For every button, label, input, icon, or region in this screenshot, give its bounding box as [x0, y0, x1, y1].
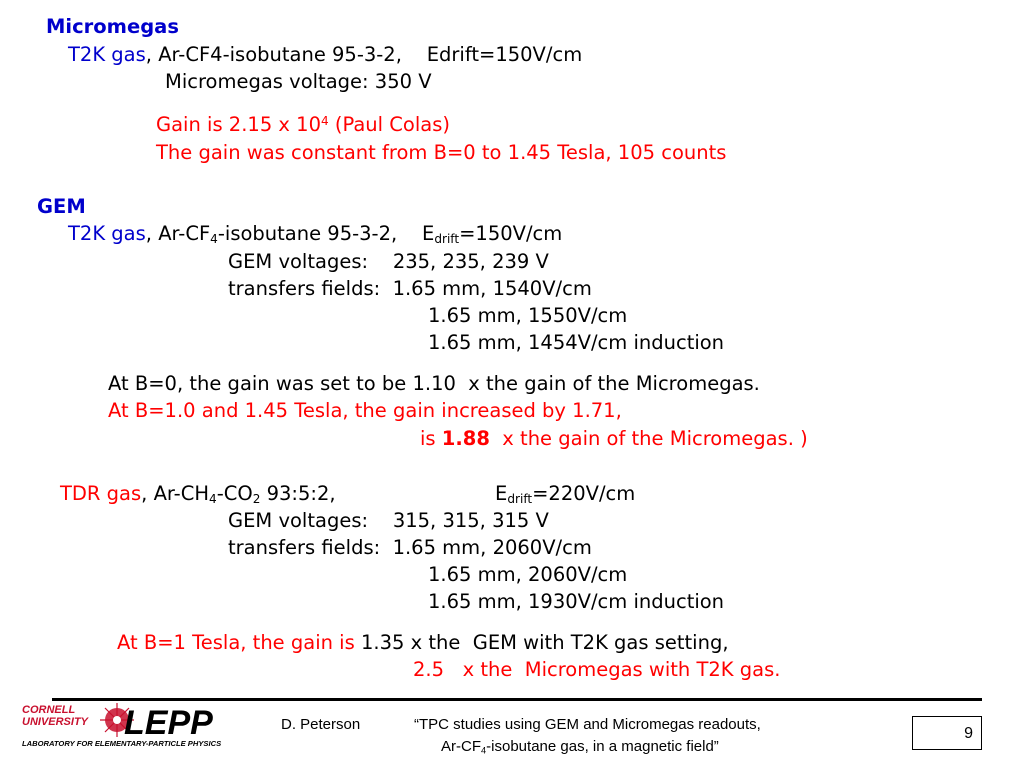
tdr-fields-1: transfers fields: 1.65 mm, 2060V/cm [228, 536, 592, 559]
micromegas-voltage: Micromegas voltage: 350 V [165, 70, 432, 93]
tdr-result-prefix: At B=1 Tesla, the gain is [117, 631, 361, 654]
gem-fields-2: 1.65 mm, 1550V/cm [428, 304, 628, 327]
micromegas-gas-name: T2K gas [68, 43, 146, 66]
gem-ratio-prefix: is [420, 427, 442, 450]
micromegas-gain-exponent: 4 [320, 113, 329, 128]
gem-voltages: GEM voltages: 235, 235, 239 V [228, 250, 549, 273]
gem-b0-line: At B=0, the gain was set to be 1.10 x the gain of the Micromegas. [108, 372, 760, 395]
gem-b1-line: At B=1.0 and 1.45 Tesla, the gain increased by 1.71, [108, 399, 622, 422]
micromegas-heading: Micromegas [46, 15, 179, 38]
footer-title-subscript: 4 [481, 745, 487, 756]
gem-fields-1: transfers fields: 1.65 mm, 1540V/cm [228, 277, 592, 300]
footer-title-1: “TPC studies using GEM and Micromegas readouts, [414, 716, 761, 733]
tdr-result-line [117, 633, 729, 653]
micromegas-constant: The gain was constant from B=0 to 1.45 Tesla, 105 counts [156, 141, 727, 164]
gem-gas-line [68, 222, 563, 247]
tdr-gas-name: TDR gas [60, 482, 142, 505]
footer-title-2 [441, 739, 719, 754]
tdr-gas-text: , Ar-CH [141, 482, 209, 505]
footer-title-gas: Ar-CF [441, 738, 481, 755]
tdr-voltages: GEM voltages: 315, 315, 315 V [228, 509, 549, 532]
tdr-result-gem: 1.35 x the GEM with T2K gas setting, [360, 631, 729, 654]
gem-fields-3: 1.65 mm, 1454V/cm induction [428, 331, 725, 354]
tdr-fields-2: 1.65 mm, 2060V/cm [428, 563, 628, 586]
micromegas-gas-line [68, 45, 582, 65]
tdr-fields-3: 1.65 mm, 1930V/cm induction [428, 590, 725, 613]
tdr-drift-subscript: drift [507, 492, 533, 507]
gem-gas-name: T2K gas [68, 222, 146, 245]
gem-drift-field: =150V/cm [459, 222, 563, 245]
tdr-drift-value: =220V/cm [532, 482, 636, 505]
page-number: 9 [964, 725, 973, 742]
tdr-gas-text-2: -CO [216, 482, 253, 505]
micromegas-gain-source: (Paul Colas) [328, 113, 450, 136]
tdr-gas-line [60, 482, 336, 507]
micromegas-gain-text: Gain is 2.15 x 10 [156, 113, 321, 136]
tdr-drift-e: E [495, 482, 508, 505]
gem-ratio-line [420, 429, 808, 449]
gem-gas-subscript: 4 [210, 232, 218, 247]
gem-ratio-value: 1.88 [441, 427, 490, 450]
gem-heading: GEM [37, 195, 86, 218]
page-number-box [912, 716, 982, 750]
logo-lepp: LEPP [124, 704, 213, 742]
gem-gas-text-2: -isobutane 95-3-2, E [217, 222, 435, 245]
tdr-gas-ratio: 93:5:2, [260, 482, 336, 505]
logo-university: UNIVERSITY [22, 716, 89, 728]
gem-gas-text: , Ar-CF [145, 222, 211, 245]
micromegas-gas-desc: , Ar-CF4-isobutane 95-3-2, Edrift=150V/cm [145, 43, 583, 66]
logo-laboratory: LABORATORY FOR ELEMENTARY-PARTICLE PHYSICS [22, 739, 222, 748]
gem-drift-subscript: drift [434, 232, 460, 247]
tdr-gas-subscript-1: 4 [209, 492, 217, 507]
tdr-result-micromegas: 2.5 x the Micromegas with T2K gas. [413, 658, 781, 681]
footer-title-rest: -isobutane gas, in a magnetic field” [486, 738, 719, 755]
footer-author: D. Peterson [281, 716, 361, 733]
logo-cornell: CORNELL [22, 704, 76, 716]
tdr-drift-field [495, 482, 636, 507]
lepp-logo [18, 701, 230, 751]
tdr-gas-subscript-2: 2 [252, 492, 261, 507]
micromegas-gain [156, 115, 450, 135]
gem-ratio-suffix: x the gain of the Micromegas. ) [489, 427, 808, 450]
